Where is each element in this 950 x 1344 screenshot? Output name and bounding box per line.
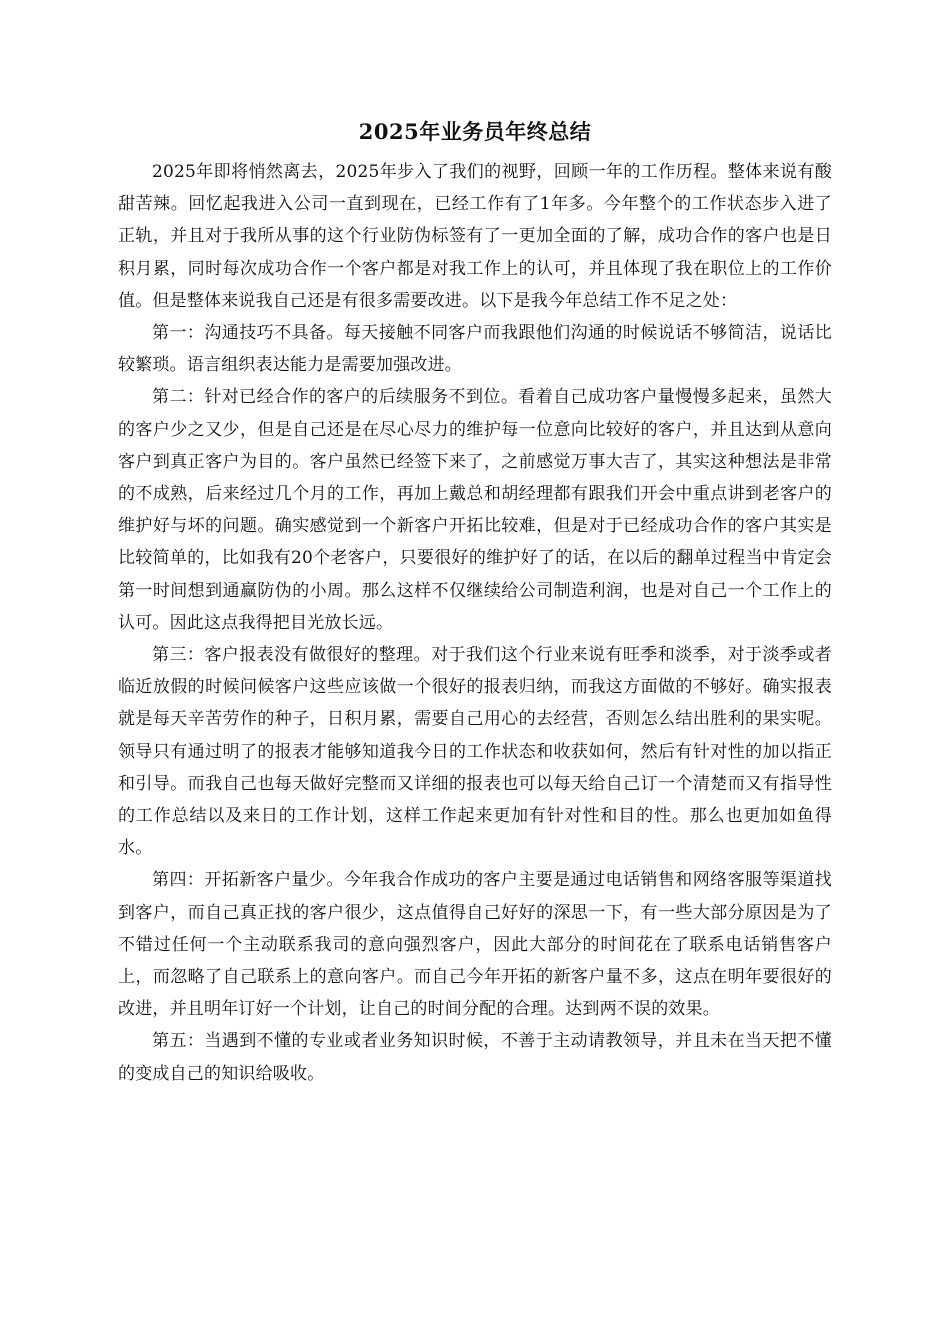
- point-four-paragraph: 第四：开拓新客户量少。今年我合作成功的客户主要是通过电话销售和网络客服等渠道找到客户，而自己真正找的客户很少，这点值得自己好好的深思一下，有一些大部分原因是为了不错过任何一个主动联系我司的意向强烈客户，因此大部分的时间花在了联系电话销售客户上，而忽略了自己联系上的意向客户。而自己今年开拓的新客户量不多，这点在明年要很好的改进，并且明年订好一个计划，让自己的时间分配的合理。达到两不误的效果。: [118, 870, 832, 1020]
- intro-paragraph: 2025年即将悄然离去，2025年步入了我们的视野，回顾一年的工作历程。整体来说有酸甜苦辣。回忆起我进入公司一直到现在，已经工作有了1年多。今年整个的工作状态步入进了正轨，并且对于我所从事的这个行业防伪标签有了一更加全面的了解，成功合作的客户也是日积月累，同时每次成功合作一个客户都是对我工作上的认可，并且体现了我在职位上的工作价值。但是整体来说我自己还是有很多需要改进。以下是我今年总结工作不足之处：: [118, 162, 832, 311]
- document-title: 2025年业务员年终总结: [358, 119, 592, 144]
- point-five-paragraph: 第五：当遇到不懂的专业或者业务知识时候，不善于主动请教领导，并且未在当天把不懂的变成自己的知识给吸收。: [118, 1031, 832, 1084]
- point-three-paragraph: 第三：客户报表没有做很好的整理。对于我们这个行业来说有旺季和淡季，对于淡季或者临近放假的时候问候客户这些应该做一个很好的报表归纳，而我这方面做的不够好。确实报表就是每天辛苦劳作的种子，日积月累，需要自己用心的去经营，否则怎么结出胜利的果实呢。领导只有通过明了的报表才能够知道我今日的工作状态和收获如何，然后有针对性的加以指正和引导。而我自己也每天做好完整而又详细的报表也可以每天给自己订一个清楚而又有指导性的工作总结以及来日的工作计划，这样工作起来更加有针对性和目的性。那么也更加如鱼得水。: [118, 645, 832, 859]
- point-one-paragraph: 第一：沟通技巧不具备。每天接触不同客户而我跟他们沟通的时候说话不够简洁，说话比较繁琐。语言组织表达能力是需要加强改进。: [118, 323, 832, 376]
- document-page: [118, 112, 832, 1090]
- point-two-paragraph: 第二：针对已经合作的客户的后续服务不到位。看着自己成功客户量慢慢多起来，虽然大的客户少之又少，但是自己还是在尽心尽力的维护每一位意向比较好的客户，并且达到从意向客户到真正客户为目的。客户虽然已经签下来了，之前感觉万事大吉了，其实这种想法是非常的不成熟，后来经过几个月的工作，再加上戴总和胡经理都有跟我们开会中重点讲到老客户的维护好与坏的问题。确实感觉到一个新客户开拓比较难，但是对于已经成功合作的客户其实是比较简单的，比如我有20个老客户，只要很好的维护好了的话，在以后的翻单过程当中肯定会第一时间想到通赢防伪的小周。那么这样不仅继续给公司制造利润，也是对自己一个工作上的认可。因此这点我得把目光放长远。: [118, 387, 832, 633]
